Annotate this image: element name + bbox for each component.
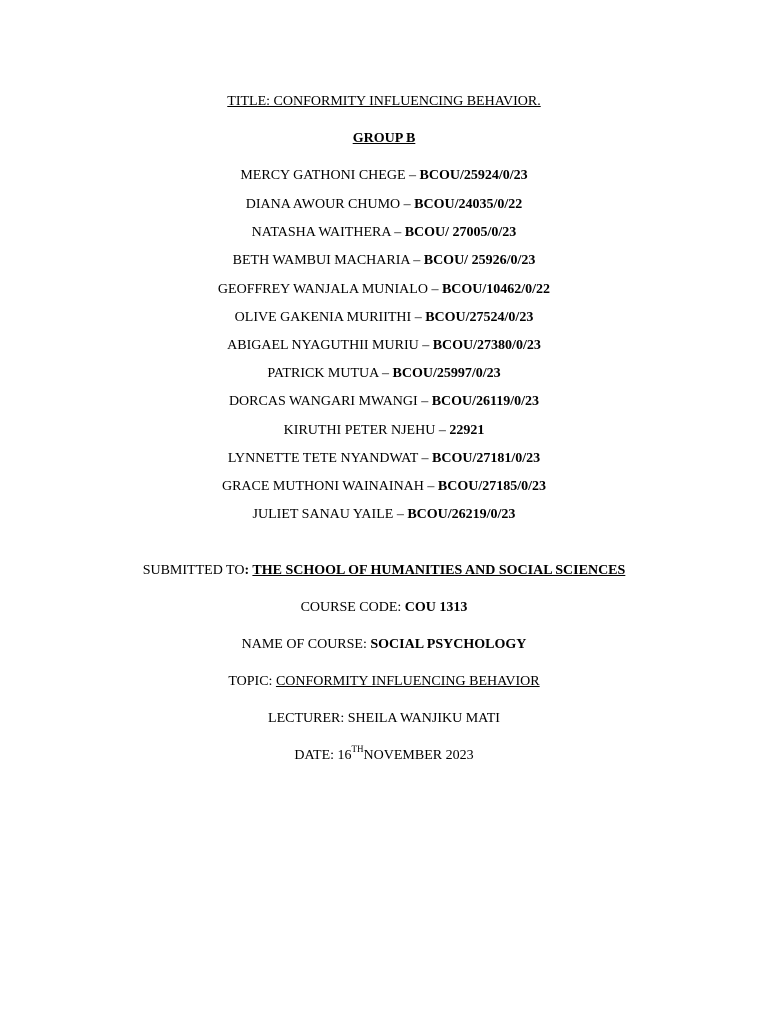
member-name: GRACE MUTHONI WAINAINAH (221, 479, 424, 494)
member-reg-number: BCOU/27524/0/23 (425, 310, 534, 325)
member-separator: – (418, 451, 433, 466)
member-reg-number: BCOU/25997/0/23 (392, 366, 501, 381)
member-separator: – (409, 253, 424, 268)
member-reg-number: BCOU/ 27005/0/23 (404, 225, 517, 240)
member-row (0, 224, 768, 242)
member-row (0, 252, 768, 270)
member-name: ABIGAEL NYAGUTHII MURIU (227, 338, 419, 353)
member-row (0, 365, 768, 383)
member-reg-number: BCOU/27380/0/23 (432, 338, 541, 353)
member-separator: – (390, 225, 405, 240)
date-superscript: TH (351, 744, 364, 755)
topic-label: TOPIC: (228, 674, 276, 689)
lecturer-line: LECTURER: SHEILA WANJIKU MATI (268, 711, 500, 726)
course-code-label: COURSE CODE: (300, 600, 405, 615)
course-code-value: COU 1313 (404, 600, 468, 615)
member-reg-number: BCOU/10462/0/22 (441, 282, 551, 297)
submitted-to-value: THE SCHOOL OF HUMANITIES AND SOCIAL SCIENCES (252, 563, 626, 578)
member-row (0, 167, 768, 185)
date-prefix: DATE: 16 (294, 748, 352, 763)
member-reg-number: BCOU/25924/0/23 (419, 168, 528, 183)
course-name-value: SOCIAL PSYCHOLOGY (370, 637, 527, 652)
course-name-line (0, 636, 768, 654)
topic-line (0, 673, 768, 691)
member-row (0, 309, 768, 327)
member-reg-number: BCOU/26119/0/23 (431, 394, 540, 409)
topic-value: CONFORMITY INFLUENCING BEHAVIOR (275, 674, 540, 689)
member-separator: – (435, 423, 450, 438)
member-separator: – (405, 168, 420, 183)
member-name: BETH WAMBUI MACHARIA (232, 253, 410, 268)
member-row (0, 196, 768, 214)
member-separator: – (393, 507, 408, 522)
member-name: NATASHA WAITHERA (251, 225, 391, 240)
member-name: JULIET SANAU YAILE (252, 507, 394, 522)
date-rest: NOVEMBER 2023 (363, 748, 474, 763)
course-name-label: NAME OF COURSE: (241, 637, 371, 652)
member-row (0, 450, 768, 468)
member-name: MERCY GATHONI CHEGE (240, 168, 406, 183)
member-reg-number: 22921 (449, 423, 485, 438)
member-reg-number: BCOU/ 25926/0/23 (423, 253, 536, 268)
member-separator: – (411, 310, 426, 325)
submitted-to-colon: : (244, 563, 253, 578)
member-row (0, 478, 768, 496)
member-name: LYNNETTE TETE NYANDWAT (227, 451, 419, 466)
submitted-to-label: SUBMITTED TO (142, 563, 245, 578)
submitted-to-line (0, 562, 768, 580)
member-row (0, 506, 768, 524)
member-separator: – (417, 394, 432, 409)
member-reg-number: BCOU/24035/0/22 (414, 197, 523, 212)
member-reg-number: BCOU/27185/0/23 (437, 479, 547, 494)
date-line (0, 744, 768, 765)
member-name: DIANA AWOUR CHUMO (245, 197, 401, 212)
member-name: KIRUTHI PETER NJEHU (283, 423, 436, 438)
member-name: GEOFFREY WANJALA MUNIALO (217, 282, 428, 297)
member-separator: – (427, 282, 442, 297)
member-row (0, 337, 768, 355)
member-name: PATRICK MUTUA (267, 366, 379, 381)
member-name: OLIVE GAKENIA MURIITHI (234, 310, 412, 325)
member-reg-number: BCOU/27181/0/23 (432, 451, 541, 466)
group-label: GROUP B (352, 131, 416, 146)
member-name: DORCAS WANGARI MWANGI (228, 394, 418, 409)
member-separator: – (378, 366, 393, 381)
member-row (0, 281, 768, 299)
member-separator: – (418, 338, 433, 353)
course-code-line (0, 599, 768, 617)
member-separator: – (400, 197, 415, 212)
member-row (0, 422, 768, 440)
member-row (0, 393, 768, 411)
document-title: TITLE: CONFORMITY INFLUENCING BEHAVIOR. (227, 94, 541, 109)
member-separator: – (423, 479, 438, 494)
member-reg-number: BCOU/26219/0/23 (407, 507, 516, 522)
